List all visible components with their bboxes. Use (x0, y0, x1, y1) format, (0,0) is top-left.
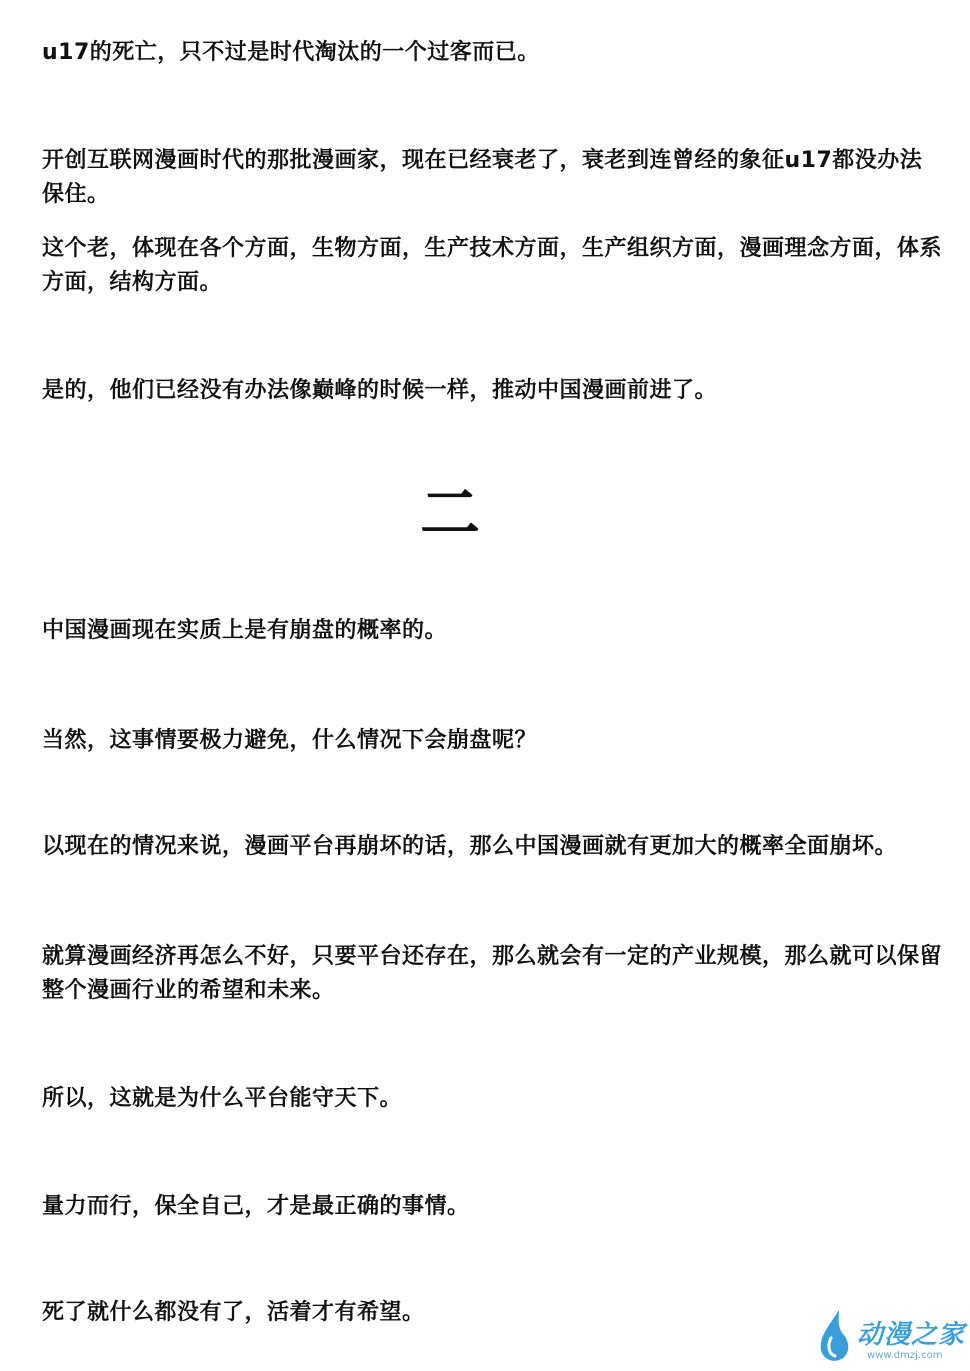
watermark-url: www.dmzj.com (867, 1350, 943, 1361)
paragraph-6: 当然，这事情要极力避免，什么情况下会崩盘呢？ (42, 728, 538, 753)
paragraph-8: 就算漫画经济再怎么不好，只要平台还存在，那么就会有一定的产业规模，那么就可以保留整个漫画行业的希望和未来。 (42, 944, 943, 1003)
paragraph-11: 死了就什么都没有了，活着才有希望。 (42, 1300, 425, 1325)
paragraph-3: 这个老，体现在各个方面，生物方面，生产技术方面，生产组织方面，漫画理念方面，体系方面，结构方面。 (42, 236, 943, 295)
paragraph-7: 以现在的情况来说，漫画平台再崩坏的话，那么中国漫画就有更加大的概率全面崩坏。 (42, 834, 898, 859)
paragraph-9: 所以，这就是为什么平台能守天下。 (42, 1086, 403, 1111)
watermark-brand: 动漫之家 (857, 1320, 966, 1350)
section-heading: 二 (420, 479, 480, 549)
paragraph-2: 开创互联网漫画时代的那批漫画家，现在已经衰老了，衰老到连曾经的象征u17都没办法保住。 (42, 148, 923, 207)
paragraph-4: 是的，他们已经没有办法像巅峰的时候一样，推动中国漫画前进了。 (42, 378, 718, 403)
paragraph-5: 中国漫画现在实质上是有崩盘的概率的。 (42, 618, 448, 643)
paragraph-10: 量力而行，保全自己，才是最正确的事情。 (42, 1194, 470, 1219)
water-drop-icon (815, 1308, 853, 1364)
paragraph-1: u17的死亡，只不过是时代淘汰的一个过客而已。 (42, 40, 540, 65)
watermark (815, 1306, 965, 1366)
